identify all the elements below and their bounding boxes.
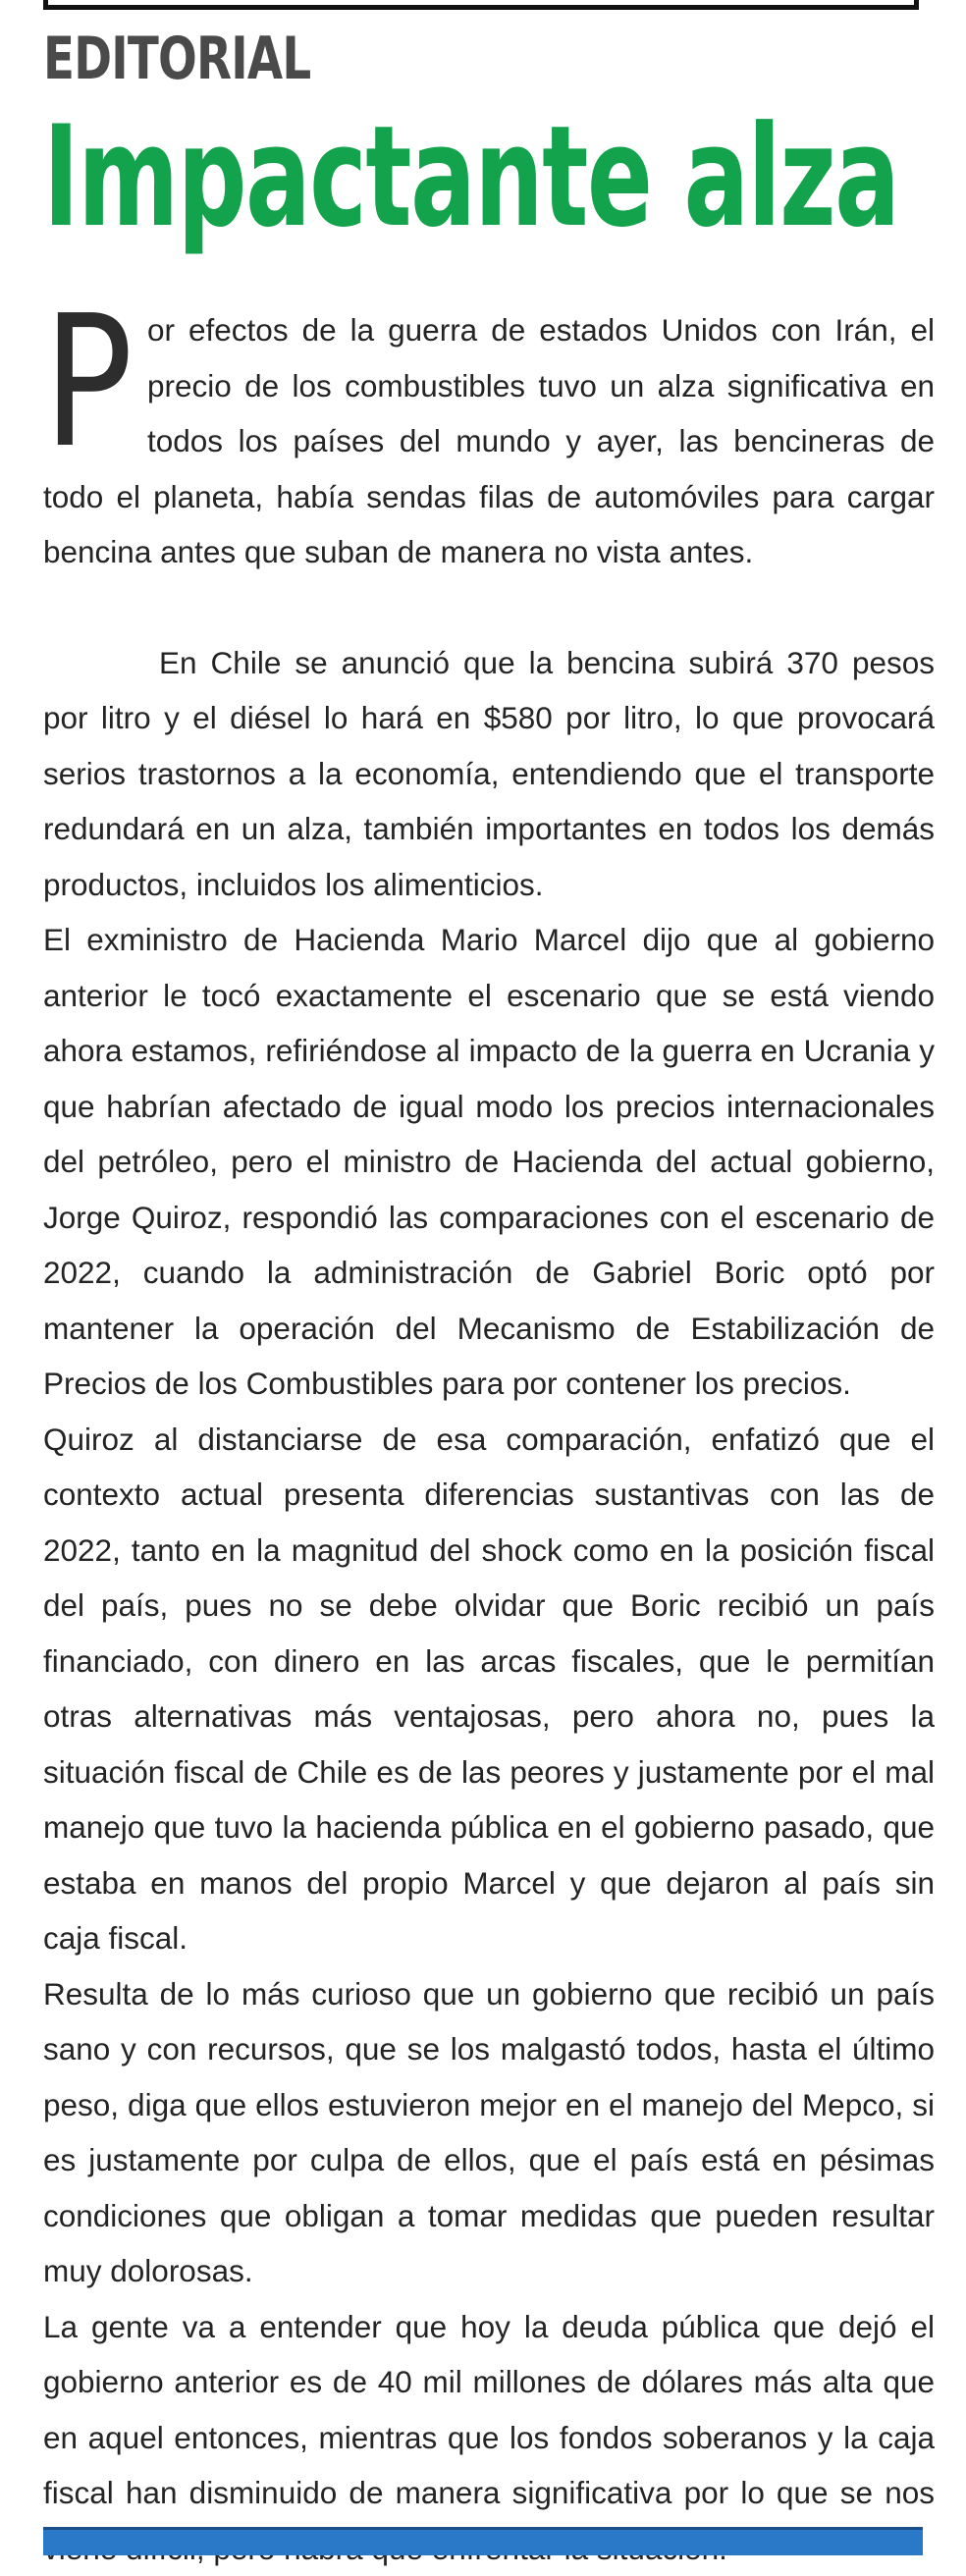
- page-title: Impactante alza: [43, 108, 898, 247]
- paragraph-2: En Chile se anunció que la bencina subirá 370 pesos por litro y el diésel lo hará en $580 por litro, lo que provocará serios trastornos a la economía, entendiendo que el transporte redundará en un alza, también importantes en todos los demás productos, incluidos los alimenticios.: [43, 635, 935, 913]
- section-kicker: EDITORIAL: [43, 29, 310, 88]
- drop-cap: P: [43, 308, 121, 456]
- bottom-color-bar: [43, 2527, 923, 2555]
- paragraph-4: Quiroz al distanciarse de esa comparación, enfatizó que el contexto actual presenta diferencias sustantivas con las de 2022, tanto en la magnitud del shock como en la posición fiscal del país, pues no se debe olvidar que Boric recibió un país financiado, con dinero en las arcas fiscales, que le permitían otras alternativas más ventajosas, pero ahora no, pues la situación fiscal de Chile es de las peores y justamente por el mal manejo que tuvo la hacienda pública en el gobierno pasado, que estaba en manos del propio Marcel y que dejaron al país sin caja fiscal.: [43, 1412, 935, 1966]
- paragraph-6: La gente va a entender que hoy la deuda pública que dejó el gobierno anterior es de 40 mil millones de dólares más alta que en aquel entonces, mientras que los fondos soberanos y la caja fiscal han disminuido de manera significativa por lo que se nos: [43, 2299, 935, 2576]
- top-border: [0, 0, 966, 12]
- paragraph-5: Resulta de lo más curioso que un gobierno que recibió un país sano y con recursos, que se los malgastó todos, hasta el último peso, diga que ellos estuvieron mejor en el manejo del Mepco, si es justamente por culpa de ellos, que el país está en pésimas condiciones que obligan a tomar medidas que pueden resultar muy dolorosas.: [43, 1966, 935, 2299]
- paragraph-1-text: or efectos de la guerra de estados Unidos con Irán, el precio de los combustibles tuvo un alza significativa en todos los países del mundo y ayer, las bencineras de todo el planeta, había sendas filas de automóviles para cargar bencina antes que suban de manera no vista antes.: [43, 312, 935, 569]
- paragraph-3: El exministro de Hacienda Mario Marcel dijo que al gobierno anterior le tocó exactamente el escenario que se está viendo ahora estamos, refiriéndose al impacto de la guerra en Ucrania y que habrían afectado de igual modo los precios internacionales del petróleo, pero el ministro de Hacienda del actual gobierno, Jorge Quiroz, respondió las comparaciones con el escenario de 2022, cuando la administración de Gabriel Boric optó por mantener la operación del Mecanismo de Estabilización de Precios de los Combustibles para por contener los precios.: [43, 912, 935, 1412]
- article-body: [43, 302, 935, 2576]
- paragraph-1: [43, 302, 935, 580]
- top-frame-line: [43, 0, 919, 10]
